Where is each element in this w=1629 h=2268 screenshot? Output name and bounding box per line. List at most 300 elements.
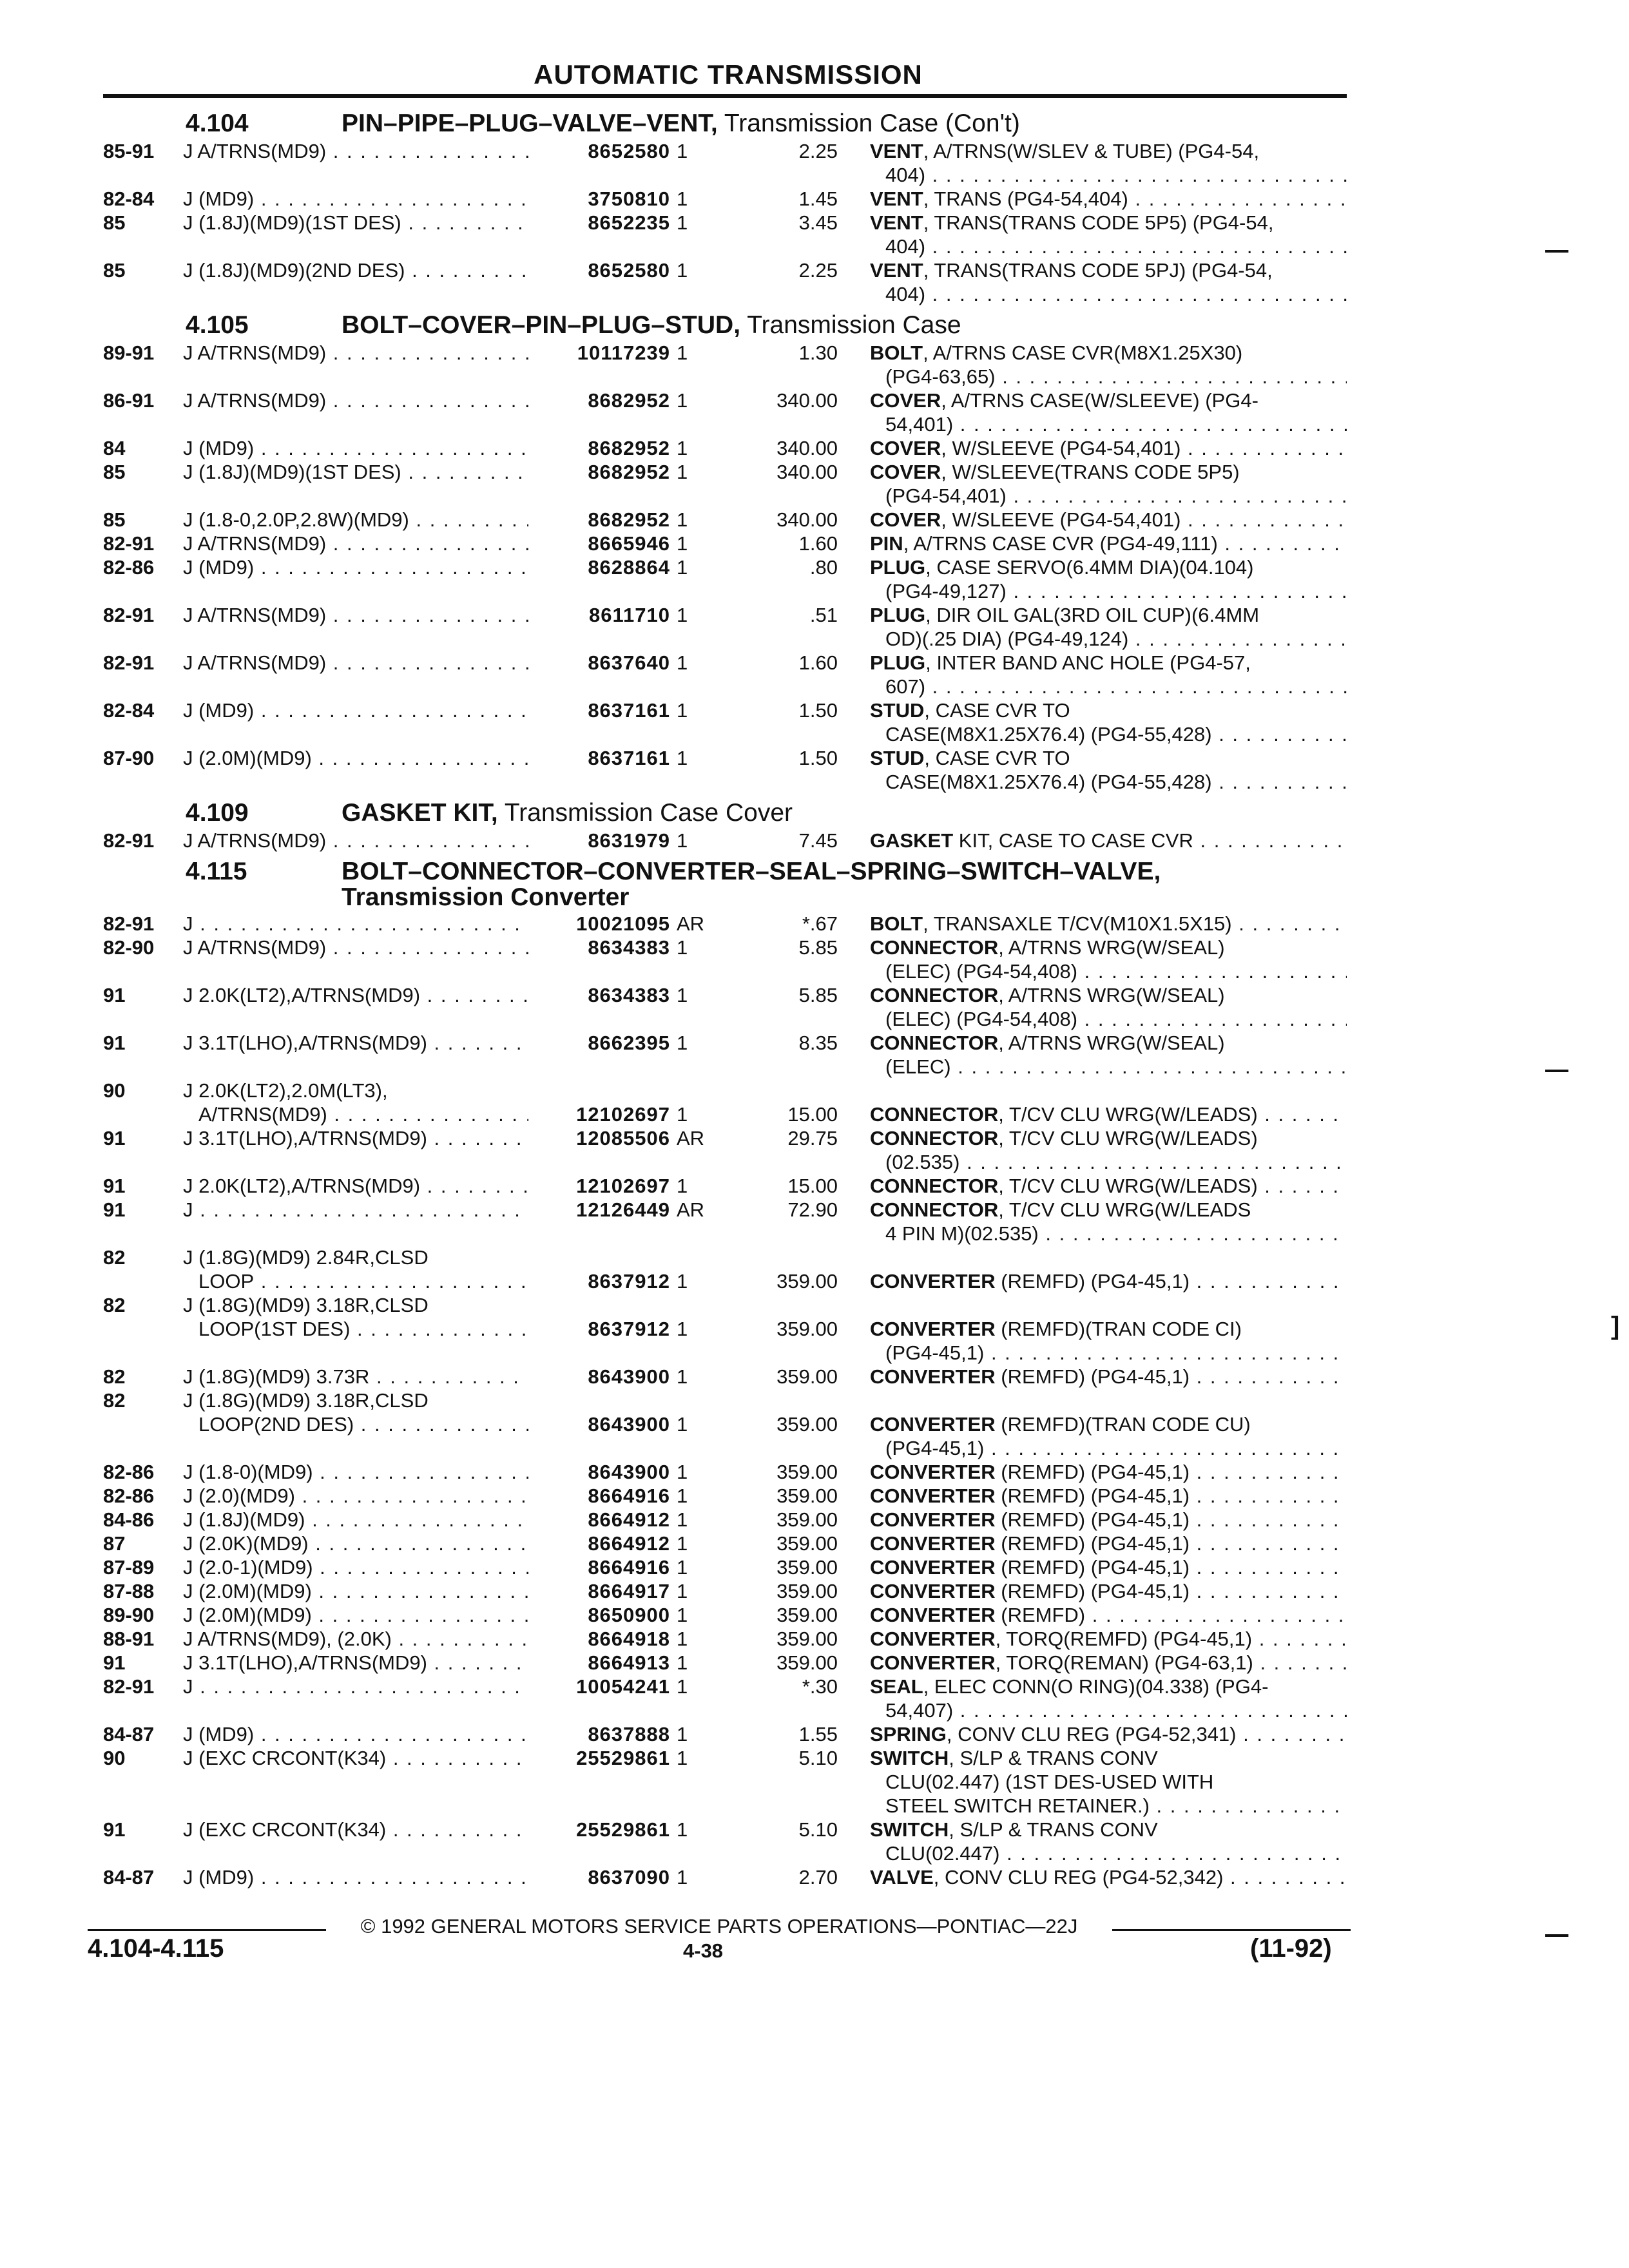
description-line (870, 1245, 1347, 1269)
description-line: (PG4-45,1) . . . (870, 1436, 1347, 1460)
section-subtitle: Transmission Converter (342, 883, 630, 911)
model-usage-line: J (2.0M)(MD9) . . . (183, 1603, 531, 1627)
part-number: 8652235 (528, 211, 670, 235)
footer (88, 1915, 1351, 1941)
section-title (342, 110, 1020, 138)
part-description (870, 1865, 1347, 1889)
model-usage (183, 1365, 531, 1389)
description-line: CONVERTER (REMFD) (PG4-45,1) . . . (870, 1532, 1347, 1555)
price: 1.55 (798, 1723, 838, 1745)
section-heading (0, 852, 1629, 912)
section-range: 4.104-4.115 (88, 1934, 224, 1963)
price: 359.00 (776, 1580, 838, 1602)
quantity: 1 (677, 829, 688, 852)
model-years: 85 (103, 211, 126, 234)
model-usage-line: J (1.8J)(MD9)(2ND DES) . . . (183, 258, 531, 282)
description-line: CONVERTER (REMFD) (PG4-45,1) . . . (870, 1365, 1347, 1389)
part-number: 12102697 (528, 1174, 670, 1198)
model-usage-line: J 2.0K(LT2),A/TRNS(MD9) . . . (183, 1174, 531, 1198)
model-usage (183, 532, 531, 555)
price: 5.85 (798, 936, 838, 959)
model-years: 84-87 (103, 1866, 155, 1888)
model-usage (183, 187, 531, 211)
revision-date: (11-92) (1250, 1934, 1332, 1963)
description-line: COVER, W/SLEEVE (PG4-54,401) . . . (870, 436, 1347, 460)
model-usage-line: J A/TRNS(MD9) . . . (183, 389, 531, 412)
description-line: (ELEC) (PG4-54,408) . . . (870, 1007, 1347, 1031)
price: 1.30 (798, 341, 838, 364)
price: .51 (809, 604, 838, 626)
model-usage-line: J (2.0M)(MD9) . . . (183, 1579, 531, 1603)
part-row (0, 1484, 1629, 1508)
part-number: 12126449 (528, 1198, 670, 1222)
description-line: SWITCH, S/LP & TRANS CONV (870, 1818, 1158, 1841)
part-row (0, 389, 1629, 436)
section-title-bold: BOLT–CONNECTOR–CONVERTER–SEAL–SPRING–SWITCH–VALVE, (342, 858, 1161, 885)
model-usage (183, 436, 531, 460)
model-years: 82-86 (103, 1461, 155, 1483)
description-line: 4 PIN M)(02.535) . . . (870, 1222, 1347, 1245)
part-row (0, 829, 1629, 852)
section-number: 4.109 (186, 799, 249, 827)
quantity: 1 (677, 936, 688, 959)
part-description (870, 936, 1347, 983)
model-usage-line: J (MD9) . . . (183, 436, 531, 460)
quantity: 1 (677, 1818, 688, 1841)
description-line: (PG4-54,401) . . . (870, 484, 1347, 508)
description-line: 54,401) . . . (870, 412, 1347, 436)
description-line: BOLT, A/TRNS CASE CVR(M8X1.25X30) (870, 341, 1243, 364)
model-usage-line: LOOP(1ST DES) . . . (183, 1317, 531, 1341)
model-usage-line: J 2.0K(LT2),A/TRNS(MD9) . . . (183, 983, 531, 1007)
description-line: VENT, TRANS (PG4-54,404) . . . (870, 187, 1347, 211)
quantity: 1 (677, 508, 688, 531)
model-usage-line: J (2.0K)(MD9) . . . (183, 1532, 531, 1555)
model-years: 91 (103, 984, 126, 1006)
model-years: 89-90 (103, 1604, 155, 1626)
part-row (0, 1245, 1629, 1293)
part-description (870, 651, 1347, 698)
model-usage (183, 1460, 531, 1484)
description-line: CONVERTER (REMFD)(TRAN CODE CU) (870, 1413, 1251, 1436)
part-row (0, 912, 1629, 936)
section-title (342, 799, 793, 827)
price: 2.25 (798, 140, 838, 162)
description-line: GASKET KIT, CASE TO CASE CVR . . . (870, 829, 1347, 852)
part-number: 8664913 (528, 1651, 670, 1675)
section-title-rest: Transmission Case (Con't) (717, 110, 1020, 137)
quantity: 1 (677, 984, 688, 1006)
part-row (0, 1126, 1629, 1174)
part-description (870, 341, 1347, 389)
model-years: 82-91 (103, 651, 155, 674)
part-description (870, 1508, 1347, 1532)
part-number: 12102697 (528, 1102, 670, 1126)
description-line: COVER, A/TRNS CASE(W/SLEEVE) (PG4- (870, 389, 1258, 412)
description-line: CONVERTER, TORQ(REMFD) (PG4-45,1) . . . (870, 1627, 1347, 1651)
model-usage (183, 508, 531, 532)
price: 340.00 (776, 389, 838, 412)
model-usage (183, 1818, 531, 1841)
model-usage-line: J (EXC CRCONT(K34) . . . (183, 1818, 531, 1841)
model-years: 91 (103, 1175, 126, 1197)
model-years: 89-91 (103, 341, 155, 364)
part-row (0, 603, 1629, 651)
description-line: CONVERTER (REMFD) (PG4-45,1) . . . (870, 1269, 1347, 1293)
part-description (870, 532, 1347, 555)
part-description (870, 1293, 1347, 1365)
price: 1.50 (798, 747, 838, 769)
description-line: CONNECTOR, T/CV CLU WRG(W/LEADS (870, 1198, 1251, 1221)
description-line: PIN, A/TRNS CASE CVR (PG4-49,111) . . . (870, 532, 1347, 555)
quantity: 1 (677, 747, 688, 769)
description-line: (ELEC) . . . (870, 1055, 1347, 1079)
model-usage (183, 1389, 531, 1436)
quantity: 1 (677, 1032, 688, 1054)
part-description (870, 1245, 1347, 1293)
price: 340.00 (776, 508, 838, 531)
price: *.67 (802, 912, 838, 935)
description-line: COVER, W/SLEEVE (PG4-54,401) . . . (870, 508, 1347, 532)
price: 359.00 (776, 1604, 838, 1626)
model-usage-line: LOOP(2ND DES) . . . (183, 1412, 531, 1436)
model-usage-line: J A/TRNS(MD9) . . . (183, 139, 531, 163)
part-row (0, 698, 1629, 746)
model-usage-line: J (MD9) . . . (183, 555, 531, 579)
quantity: 1 (677, 556, 688, 579)
model-usage-line: J A/TRNS(MD9) . . . (183, 603, 531, 627)
model-years: 82 (103, 1246, 126, 1269)
price: 1.50 (798, 699, 838, 722)
price: 7.45 (798, 829, 838, 852)
price: 359.00 (776, 1318, 838, 1340)
model-years: 85-91 (103, 140, 155, 162)
quantity: 1 (677, 699, 688, 722)
description-line: VALVE, CONV CLU REG (PG4-52,342) . . . (870, 1865, 1347, 1889)
part-number: 8637912 (528, 1269, 670, 1293)
footer-copyright: © 1992 GENERAL MOTORS SERVICE PARTS OPERATIONS—PONTIAC—22J (360, 1915, 1078, 1937)
part-number: 12085506 (528, 1126, 670, 1150)
part-number: 8634383 (528, 936, 670, 959)
model-usage-line: LOOP . . . (183, 1269, 531, 1293)
description-line: VENT, TRANS(TRANS CODE 5PJ) (PG4-54, (870, 259, 1273, 282)
part-number: 8637161 (528, 698, 670, 722)
model-years: 82-91 (103, 532, 155, 555)
description-line: CLU(02.447) (1ST DES-USED WITH (885, 1771, 1214, 1793)
part-description (870, 1460, 1347, 1484)
price: 72.90 (787, 1198, 838, 1221)
edge-bracket-mark: ] (1611, 1312, 1620, 1340)
part-description (870, 1174, 1347, 1198)
price: 359.00 (776, 1413, 838, 1436)
model-usage (183, 1245, 531, 1293)
description-line: VENT, TRANS(TRANS CODE 5P5) (PG4-54, (870, 211, 1274, 234)
part-description (870, 1722, 1347, 1746)
price: 1.60 (798, 651, 838, 674)
model-years: 85 (103, 461, 126, 483)
part-number: 8664916 (528, 1555, 670, 1579)
part-number: 8664917 (528, 1579, 670, 1603)
model-usage (183, 1651, 531, 1675)
part-row (0, 1722, 1629, 1746)
model-usage (183, 936, 531, 959)
part-description (870, 1198, 1347, 1245)
quantity: 1 (677, 389, 688, 412)
model-usage (183, 1603, 531, 1627)
model-usage-line: J (1.8G)(MD9) 2.84R,CLSD (183, 1246, 429, 1269)
quantity: 1 (677, 1651, 688, 1674)
part-description (870, 829, 1347, 852)
quantity: 1 (677, 211, 688, 234)
description-line: CONNECTOR, A/TRNS WRG(W/SEAL) (870, 936, 1225, 959)
part-description (870, 1484, 1347, 1508)
price: 1.60 (798, 532, 838, 555)
description-line: COVER, W/SLEEVE(TRANS CODE 5P5) (870, 461, 1240, 483)
model-years: 82-91 (103, 604, 155, 626)
edge-tick-mark (1545, 250, 1568, 253)
section-title-rest: Transmission Case (740, 311, 961, 339)
part-description (870, 508, 1347, 532)
model-usage-line: J (1.8-0,2.0P,2.8W)(MD9) . . . (183, 508, 531, 532)
parts-sections (0, 104, 1629, 1889)
model-years: 85 (103, 259, 126, 282)
description-line: 404) . . . (870, 235, 1347, 258)
part-row (0, 1865, 1629, 1889)
part-number: 8650900 (528, 1603, 670, 1627)
part-description (870, 436, 1347, 460)
price: 15.00 (787, 1103, 838, 1126)
quantity: AR (677, 1198, 705, 1221)
model-years: 82-86 (103, 556, 155, 579)
model-usage-line: J . . . (183, 912, 531, 936)
model-usage (183, 1865, 531, 1889)
part-row (0, 1579, 1629, 1603)
part-description (870, 1389, 1347, 1460)
model-years: 82-84 (103, 699, 155, 722)
model-usage (183, 912, 531, 936)
quantity: 1 (677, 1461, 688, 1483)
quantity: 1 (677, 1723, 688, 1745)
part-row (0, 1675, 1629, 1722)
description-line: STEEL SWITCH RETAINER.) . . . (870, 1794, 1347, 1818)
header-rule (103, 94, 1347, 98)
model-years: 91 (103, 1198, 126, 1221)
part-number: 8662395 (528, 1031, 670, 1055)
quantity: 1 (677, 1103, 688, 1126)
model-years: 87-88 (103, 1580, 155, 1602)
model-years: 84 (103, 437, 126, 459)
model-usage (183, 211, 531, 235)
part-number: 8643900 (528, 1460, 670, 1484)
part-description (870, 1603, 1347, 1627)
price: *.30 (802, 1675, 838, 1698)
description-line: CASE(M8X1.25X76.4) (PG4-55,428) . . . (870, 722, 1347, 746)
section-title-bold: BOLT–COVER–PIN–PLUG–STUD, (342, 311, 741, 339)
quantity: 1 (677, 1747, 688, 1769)
description-line: VENT, A/TRNS(W/SLEV & TUBE) (PG4-54, (870, 140, 1260, 162)
model-years: 91 (103, 1651, 126, 1674)
quantity: 1 (677, 461, 688, 483)
part-number: 8682952 (528, 508, 670, 532)
model-years: 87-90 (103, 747, 155, 769)
part-row (0, 1031, 1629, 1079)
model-years: 82 (103, 1365, 126, 1388)
model-usage-line: J (1.8-0)(MD9) . . . (183, 1460, 531, 1484)
model-years: 90 (103, 1747, 126, 1769)
part-row (0, 1365, 1629, 1389)
model-usage-line: J 3.1T(LHO),A/TRNS(MD9) . . . (183, 1651, 531, 1675)
model-years: 82-84 (103, 187, 155, 210)
model-years: 87 (103, 1532, 126, 1555)
quantity: 1 (677, 187, 688, 210)
model-usage-line: J 3.1T(LHO),A/TRNS(MD9) . . . (183, 1126, 531, 1150)
part-row (0, 555, 1629, 603)
part-row (0, 1389, 1629, 1460)
model-usage-line: J . . . (183, 1675, 531, 1698)
part-number: 8637888 (528, 1722, 670, 1746)
description-line: CONVERTER (REMFD)(TRAN CODE CI) (870, 1318, 1242, 1340)
part-number: 8682952 (528, 436, 670, 460)
part-number: 8665946 (528, 532, 670, 555)
price: 340.00 (776, 461, 838, 483)
model-usage (183, 389, 531, 412)
quantity: AR (677, 1127, 705, 1149)
price: 359.00 (776, 1270, 838, 1293)
model-usage (183, 1174, 531, 1198)
quantity: AR (677, 912, 705, 935)
part-number: 3750810 (528, 187, 670, 211)
part-description (870, 555, 1347, 603)
part-description (870, 187, 1347, 211)
model-usage-line: J (2.0-1)(MD9) . . . (183, 1555, 531, 1579)
quantity: 1 (677, 1556, 688, 1579)
model-years: 82-90 (103, 936, 155, 959)
price: .80 (809, 556, 838, 579)
model-usage (183, 1031, 531, 1055)
quantity: 1 (677, 140, 688, 162)
description-line (870, 1293, 1347, 1317)
description-line: CASE(M8X1.25X76.4) (PG4-55,428) . . . (870, 770, 1347, 794)
part-number: 10054241 (528, 1675, 670, 1698)
description-line: CLU(02.447) . . . (870, 1841, 1347, 1865)
price: 8.35 (798, 1032, 838, 1054)
section-title-rest: Transmission Case Cover (497, 799, 793, 827)
section-number: 4.115 (186, 858, 247, 885)
part-number: 8637912 (528, 1317, 670, 1341)
price: 359.00 (776, 1508, 838, 1531)
description-line: CONNECTOR, T/CV CLU WRG(W/LEADS) . . . (870, 1102, 1347, 1126)
part-description (870, 460, 1347, 508)
section-number: 4.104 (186, 110, 249, 137)
part-row (0, 746, 1629, 794)
price: 2.70 (798, 1866, 838, 1888)
model-years: 85 (103, 508, 126, 531)
description-line: 54,407) . . . (870, 1698, 1347, 1722)
part-description (870, 1651, 1347, 1675)
page-number: 4-38 (683, 1939, 724, 1962)
section-title-bold: PIN–PIPE–PLUG–VALVE–VENT, (342, 110, 718, 137)
model-years: 82 (103, 1294, 126, 1316)
model-usage (183, 983, 531, 1007)
price: 3.45 (798, 211, 838, 234)
model-usage-line: J (1.8G)(MD9) 3.18R,CLSD (183, 1389, 429, 1412)
part-row (0, 1508, 1629, 1532)
part-description (870, 746, 1347, 794)
part-description (870, 139, 1347, 187)
model-usage-line: J A/TRNS(MD9), (2.0K) . . . (183, 1627, 531, 1651)
part-description (870, 1818, 1347, 1865)
part-description (870, 1579, 1347, 1603)
model-usage (183, 698, 531, 722)
part-number: 10021095 (528, 912, 670, 936)
part-row (0, 187, 1629, 211)
quantity: 1 (677, 341, 688, 364)
part-number: 8664916 (528, 1484, 670, 1508)
description-line: CONNECTOR, T/CV CLU WRG(W/LEADS) (870, 1127, 1258, 1149)
description-line: CONVERTER (REMFD) (PG4-45,1) . . . (870, 1508, 1347, 1532)
description-line (870, 1079, 1347, 1102)
part-number: 8664912 (528, 1508, 670, 1532)
part-number: 8643900 (528, 1365, 670, 1389)
model-usage-line: J (2.0M)(MD9) . . . (183, 746, 531, 770)
description-line: CONVERTER (REMFD) . . . (870, 1603, 1347, 1627)
part-number: 8664912 (528, 1532, 670, 1555)
quantity: 1 (677, 437, 688, 459)
section-title (342, 858, 1161, 886)
model-years: 82-91 (103, 829, 155, 852)
description-line: (PG4-49,127) . . . (870, 579, 1347, 603)
model-usage-line: J (MD9) . . . (183, 1722, 531, 1746)
model-usage-line: J (EXC CRCONT(K34) . . . (183, 1746, 531, 1770)
part-number: 25529861 (528, 1746, 670, 1770)
page-title: AUTOMATIC TRANSMISSION (534, 59, 923, 90)
quantity: 1 (677, 1485, 688, 1507)
part-number: 8631979 (528, 829, 670, 852)
description-line: SPRING, CONV CLU REG (PG4-52,341) . . . (870, 1722, 1347, 1746)
part-row (0, 1460, 1629, 1484)
section-title-bold: GASKET KIT, (342, 799, 498, 827)
model-usage (183, 1532, 531, 1555)
model-usage-line: J (1.8J)(MD9)(1ST DES) . . . (183, 460, 531, 484)
part-number: 8682952 (528, 460, 670, 484)
part-row (0, 1746, 1629, 1818)
quantity: 1 (677, 1604, 688, 1626)
part-description (870, 389, 1347, 436)
model-years: 87-89 (103, 1556, 155, 1579)
part-row (0, 1079, 1629, 1126)
model-usage-line: J (MD9) . . . (183, 698, 531, 722)
model-years: 82-91 (103, 912, 155, 935)
model-usage (183, 1555, 531, 1579)
section-heading (0, 306, 1629, 341)
model-usage-line: J (1.8J)(MD9) . . . (183, 1508, 531, 1532)
model-years: 88-91 (103, 1628, 155, 1650)
part-number: 8664918 (528, 1627, 670, 1651)
price: 359.00 (776, 1532, 838, 1555)
description-line: CONVERTER, TORQ(REMAN) (PG4-63,1) . . . (870, 1651, 1347, 1675)
price: 2.25 (798, 259, 838, 282)
description-line: 607) . . . (870, 675, 1347, 698)
part-number: 8682952 (528, 389, 670, 412)
section-heading (0, 794, 1629, 829)
model-usage (183, 1508, 531, 1532)
model-years: 90 (103, 1079, 126, 1102)
model-usage (183, 1579, 531, 1603)
price: 5.10 (798, 1818, 838, 1841)
model-years: 91 (103, 1032, 126, 1054)
description-line: OD)(.25 DIA) (PG4-49,124) . . . (870, 627, 1347, 651)
model-usage (183, 1079, 531, 1126)
